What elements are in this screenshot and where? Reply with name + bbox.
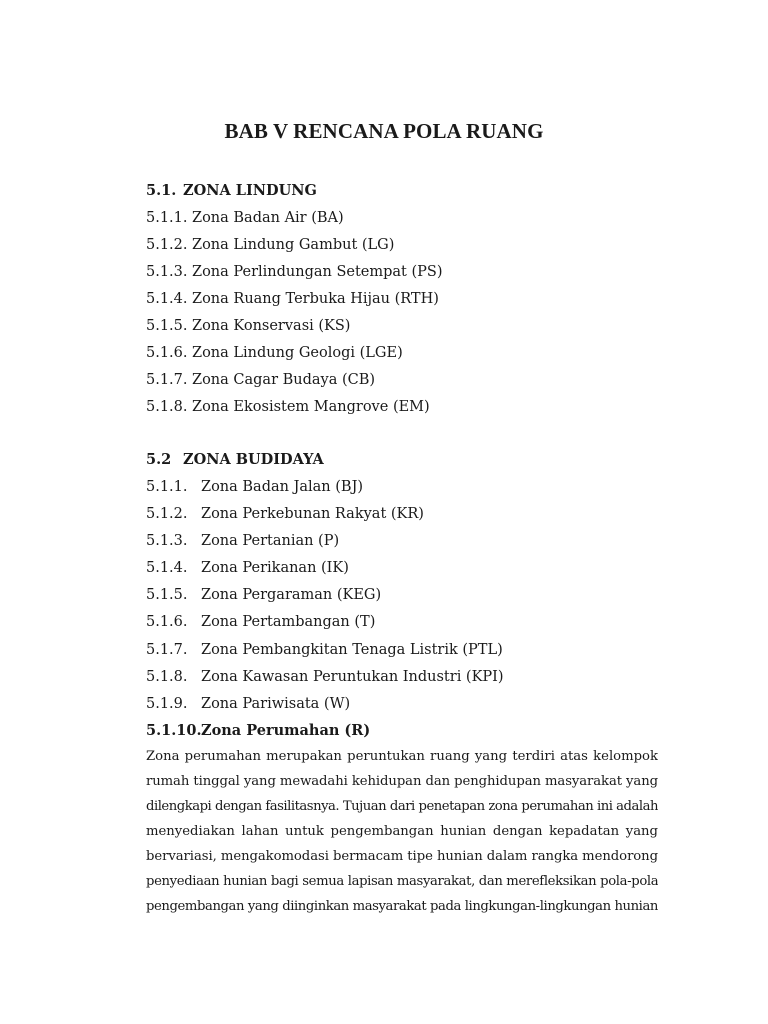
item-number: 5.1.3.: [146, 264, 188, 280]
paragraph-line: Zona perumahan merupakan peruntukan ruang yang terdiri atas kelompok: [146, 749, 658, 764]
chapter-title: BAB V RENCANA POLA RUANG: [224, 119, 544, 143]
item-number: 5.1.5.: [146, 318, 188, 334]
subsection-number: 5.1.10.: [146, 722, 202, 739]
item-label: Zona Pertanian (P): [201, 533, 340, 549]
item-label: Zona Badan Air (BA): [192, 210, 344, 226]
item-label: Zona Perlindungan Setempat (PS): [192, 264, 443, 280]
item-number: 5.1.2.: [146, 506, 188, 522]
item-number: 5.1.7.: [146, 642, 188, 658]
item-number: 5.1.6.: [146, 345, 188, 361]
paragraph-line: bervariasi, mengakomodasi bermacam tipe hunian dalam rangka mendorong: [146, 849, 658, 864]
section-number: 5.2: [146, 451, 172, 468]
item-label: Zona Ekosistem Mangrove (EM): [192, 399, 430, 415]
paragraph-line: rumah tinggal yang mewadahi kehidupan dan penghidupan masyarakat yang: [146, 774, 658, 789]
item-number: 5.1.8.: [146, 669, 188, 685]
paragraph-line: menyediakan lahan untuk pengembangan hunian dengan kepadatan yang: [146, 824, 658, 839]
item-label: Zona Perikanan (IK): [201, 560, 349, 576]
section-title: ZONA LINDUNG: [183, 182, 317, 199]
item-label: Zona Konservasi (KS): [192, 318, 351, 334]
item-label: Zona Pertambangan (T): [201, 614, 376, 630]
subsection-title: Zona Perumahan (R): [201, 722, 371, 739]
item-number: 5.1.7.: [146, 372, 188, 388]
item-number: 5.1.1.: [146, 479, 188, 495]
item-label: Zona Lindung Gambut (LG): [192, 237, 395, 253]
item-number: 5.1.4.: [146, 560, 188, 576]
body-paragraph: [146, 744, 658, 919]
item-label: Zona Badan Jalan (BJ): [201, 479, 364, 495]
item-label: Zona Perkebunan Rakyat (KR): [201, 506, 424, 522]
item-label: Zona Pergaraman (KEG): [201, 587, 382, 603]
item-number: 5.1.6.: [146, 614, 188, 630]
item-number: 5.1.9.: [146, 696, 188, 712]
section-number: 5.1.: [146, 182, 177, 199]
paragraph-line: penyediaan hunian bagi semua lapisan masyarakat, dan merefleksikan pola-pola: [146, 874, 658, 889]
item-number: 5.1.1.: [146, 210, 188, 226]
paragraph-line: pengembangan yang diinginkan masyarakat pada lingkungan-lingkungan hunian: [146, 899, 658, 914]
item-label: Zona Pariwisata (W): [201, 696, 351, 712]
item-number: 5.1.8.: [146, 399, 188, 415]
item-number: 5.1.3.: [146, 533, 188, 549]
item-label: Zona Kawasan Peruntukan Industri (KPI): [201, 669, 504, 685]
section-title: ZONA BUDIDAYA: [183, 451, 324, 468]
item-label: Zona Cagar Budaya (CB): [192, 372, 376, 388]
item-number: 5.1.5.: [146, 587, 188, 603]
item-label: Zona Ruang Terbuka Hijau (RTH): [192, 291, 439, 307]
item-number: 5.1.2.: [146, 237, 188, 253]
item-label: Zona Lindung Geologi (LGE): [192, 345, 403, 361]
item-number: 5.1.4.: [146, 291, 188, 307]
paragraph-line: dilengkapi dengan fasilitasnya. Tujuan dari penetapan zona perumahan ini adalah: [146, 799, 658, 814]
item-label: Zona Pembangkitan Tenaga Listrik (PTL): [201, 642, 503, 658]
